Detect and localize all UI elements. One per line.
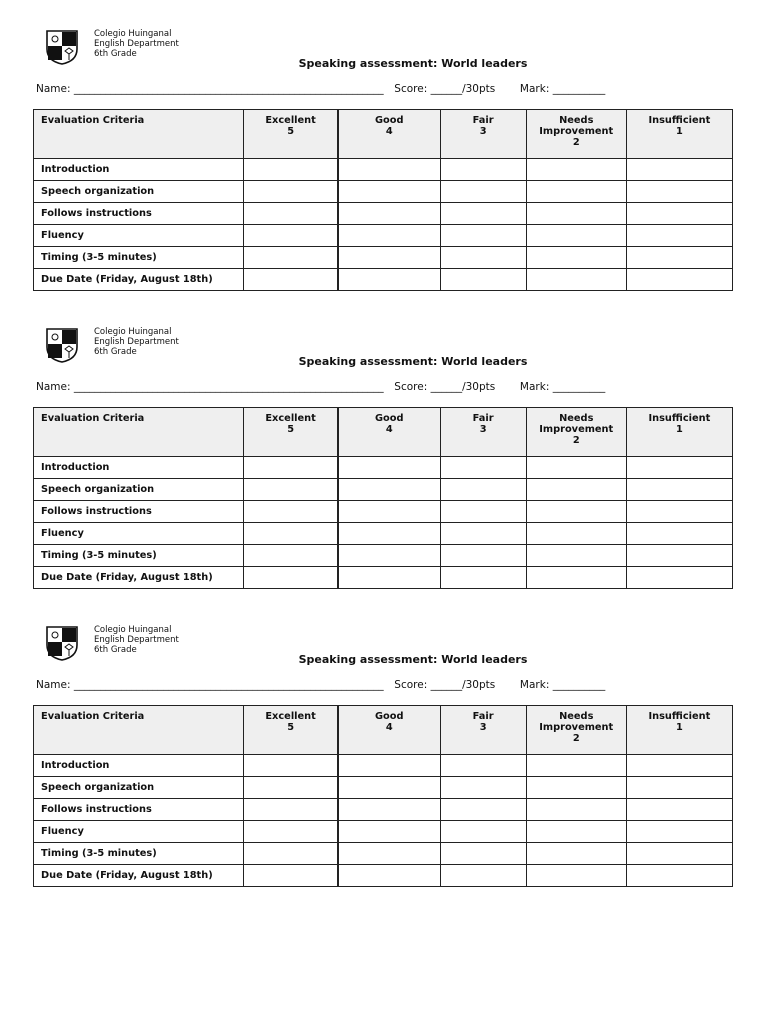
header-insufficient: Insufficient 1 (626, 110, 732, 159)
score-cell[interactable] (338, 501, 440, 523)
score-cell[interactable] (440, 225, 526, 247)
score-cell[interactable] (526, 545, 626, 567)
score-cell[interactable] (440, 545, 526, 567)
score-cell[interactable] (244, 799, 338, 821)
criterion-label: Speech organization (34, 777, 244, 799)
header-criteria: Evaluation Criteria (34, 408, 244, 457)
table-row (34, 479, 733, 501)
mark-field[interactable]: Mark: __________ (519, 381, 606, 393)
name-field[interactable]: Name: ___________________________________________________________ (36, 679, 384, 691)
score-field[interactable]: Score: ______/30pts (394, 83, 496, 95)
score-cell[interactable] (244, 247, 338, 269)
score-cell[interactable] (338, 269, 440, 291)
rubric-table (33, 109, 733, 291)
score-cell[interactable] (526, 269, 626, 291)
score-cell[interactable] (626, 159, 732, 181)
score-cell[interactable] (440, 181, 526, 203)
score-cell[interactable] (440, 865, 526, 887)
criterion-label: Follows instructions (34, 501, 244, 523)
criterion-label: Due Date (Friday, August 18th) (34, 865, 244, 887)
criterion-label: Fluency (34, 225, 244, 247)
score-cell[interactable] (626, 865, 732, 887)
grade: 6th Grade (94, 645, 137, 655)
score-cell[interactable] (338, 865, 440, 887)
rubric-sheet-3 (0, 625, 768, 923)
grade: 6th Grade (94, 347, 137, 357)
score-cell[interactable] (244, 203, 338, 225)
mark-field[interactable]: Mark: __________ (519, 679, 606, 691)
score-cell[interactable] (244, 843, 338, 865)
grade: 6th Grade (94, 49, 137, 59)
score-cell[interactable] (244, 159, 338, 181)
table-row (34, 821, 733, 843)
header-fair: Fair 3 (440, 110, 526, 159)
score-cell[interactable] (338, 523, 440, 545)
score-cell[interactable] (626, 269, 732, 291)
score-cell[interactable] (626, 523, 732, 545)
assessment-title: Speaking assessment: World leaders (298, 57, 528, 70)
score-cell[interactable] (338, 181, 440, 203)
score-cell[interactable] (626, 225, 732, 247)
score-cell[interactable] (338, 821, 440, 843)
rubric-sheet-2 (0, 327, 768, 625)
score-cell[interactable] (526, 501, 626, 523)
score-cell[interactable] (440, 247, 526, 269)
criterion-label: Timing (3-5 minutes) (34, 843, 244, 865)
header-fair: Fair 3 (440, 706, 526, 755)
name-field[interactable]: Name: ___________________________________________________________ (36, 83, 384, 95)
table-row (34, 225, 733, 247)
header-needs-improvement: Needs Improvement 2 (526, 110, 626, 159)
student-fields (36, 679, 605, 691)
header-insufficient: Insufficient 1 (626, 408, 732, 457)
criterion-label: Introduction (34, 457, 244, 479)
header-criteria: Evaluation Criteria (34, 706, 244, 755)
score-field[interactable]: Score: ______/30pts (394, 381, 496, 393)
department: English Department (94, 635, 179, 645)
score-cell[interactable] (244, 269, 338, 291)
score-cell[interactable] (526, 821, 626, 843)
score-cell[interactable] (626, 479, 732, 501)
score-cell[interactable] (526, 225, 626, 247)
score-cell[interactable] (626, 181, 732, 203)
table-row (34, 865, 733, 887)
school-name: Colegio Huinganal (94, 327, 172, 337)
score-cell[interactable] (626, 545, 732, 567)
department: English Department (94, 39, 179, 49)
score-cell[interactable] (440, 567, 526, 589)
score-cell[interactable] (440, 501, 526, 523)
student-fields (36, 381, 605, 393)
assessment-title: Speaking assessment: World leaders (298, 355, 528, 368)
score-cell[interactable] (626, 755, 732, 777)
criterion-label: Due Date (Friday, August 18th) (34, 269, 244, 291)
department: English Department (94, 337, 179, 347)
school-name: Colegio Huinganal (94, 625, 172, 635)
table-row (34, 843, 733, 865)
criterion-label: Introduction (34, 159, 244, 181)
score-cell[interactable] (626, 501, 732, 523)
score-cell[interactable] (338, 457, 440, 479)
rubric-table (33, 407, 733, 589)
criterion-label: Timing (3-5 minutes) (34, 545, 244, 567)
score-cell[interactable] (244, 755, 338, 777)
score-cell[interactable] (626, 457, 732, 479)
criterion-label: Fluency (34, 523, 244, 545)
header-excellent: Excellent 5 (244, 110, 338, 159)
score-cell[interactable] (526, 865, 626, 887)
score-cell[interactable] (440, 159, 526, 181)
score-cell[interactable] (526, 799, 626, 821)
header-excellent: Excellent 5 (244, 408, 338, 457)
rubric-header-row (34, 706, 733, 755)
table-row (34, 755, 733, 777)
score-cell[interactable] (526, 159, 626, 181)
table-row (34, 545, 733, 567)
table-row (34, 181, 733, 203)
score-cell[interactable] (244, 225, 338, 247)
criterion-label: Speech organization (34, 181, 244, 203)
criterion-label: Introduction (34, 755, 244, 777)
score-cell[interactable] (626, 247, 732, 269)
rubric-header-row (34, 408, 733, 457)
score-cell[interactable] (526, 777, 626, 799)
header-criteria: Evaluation Criteria (34, 110, 244, 159)
mark-field[interactable]: Mark: __________ (519, 83, 606, 95)
header-excellent: Excellent 5 (244, 706, 338, 755)
score-cell[interactable] (440, 457, 526, 479)
score-cell[interactable] (338, 545, 440, 567)
rubric-sheet-1 (0, 29, 768, 327)
score-cell[interactable] (244, 821, 338, 843)
table-row (34, 523, 733, 545)
student-fields (36, 83, 605, 95)
criterion-label: Follows instructions (34, 799, 244, 821)
score-cell[interactable] (244, 545, 338, 567)
score-cell[interactable] (440, 821, 526, 843)
score-cell[interactable] (244, 777, 338, 799)
score-cell[interactable] (338, 247, 440, 269)
score-cell[interactable] (626, 203, 732, 225)
score-field[interactable]: Score: ______/30pts (394, 679, 496, 691)
table-row (34, 269, 733, 291)
score-cell[interactable] (338, 777, 440, 799)
score-cell[interactable] (440, 799, 526, 821)
score-cell[interactable] (626, 567, 732, 589)
table-row (34, 203, 733, 225)
score-cell[interactable] (338, 799, 440, 821)
school-info (94, 29, 179, 59)
score-cell[interactable] (244, 457, 338, 479)
table-row (34, 501, 733, 523)
score-cell[interactable] (440, 777, 526, 799)
header-needs-improvement: Needs Improvement 2 (526, 706, 626, 755)
name-field[interactable]: Name: ___________________________________________________________ (36, 381, 384, 393)
score-cell[interactable] (526, 181, 626, 203)
rubric-header-row (34, 110, 733, 159)
table-row (34, 567, 733, 589)
table-row (34, 457, 733, 479)
header-good: Good 4 (338, 110, 440, 159)
table-row (34, 159, 733, 181)
score-cell[interactable] (244, 181, 338, 203)
score-cell[interactable] (526, 247, 626, 269)
score-cell[interactable] (626, 799, 732, 821)
score-cell[interactable] (338, 567, 440, 589)
score-cell[interactable] (440, 755, 526, 777)
school-info (94, 625, 179, 655)
criterion-label: Speech organization (34, 479, 244, 501)
score-cell[interactable] (626, 843, 732, 865)
score-cell[interactable] (526, 457, 626, 479)
criterion-label: Timing (3-5 minutes) (34, 247, 244, 269)
score-cell[interactable] (440, 203, 526, 225)
school-info (94, 327, 179, 357)
score-cell[interactable] (440, 269, 526, 291)
score-cell[interactable] (244, 501, 338, 523)
score-cell[interactable] (338, 225, 440, 247)
score-cell[interactable] (338, 479, 440, 501)
score-cell[interactable] (526, 843, 626, 865)
assessment-title: Speaking assessment: World leaders (298, 653, 528, 666)
score-cell[interactable] (244, 865, 338, 887)
score-cell[interactable] (244, 479, 338, 501)
score-cell[interactable] (244, 523, 338, 545)
score-cell[interactable] (626, 777, 732, 799)
score-cell[interactable] (338, 755, 440, 777)
criterion-label: Fluency (34, 821, 244, 843)
header-fair: Fair 3 (440, 408, 526, 457)
table-row (34, 247, 733, 269)
header-good: Good 4 (338, 408, 440, 457)
score-cell[interactable] (440, 523, 526, 545)
header-good: Good 4 (338, 706, 440, 755)
score-cell[interactable] (526, 479, 626, 501)
score-cell[interactable] (440, 479, 526, 501)
score-cell[interactable] (338, 203, 440, 225)
school-name: Colegio Huinganal (94, 29, 172, 39)
header-needs-improvement: Needs Improvement 2 (526, 408, 626, 457)
score-cell[interactable] (626, 821, 732, 843)
criterion-label: Follows instructions (34, 203, 244, 225)
score-cell[interactable] (526, 755, 626, 777)
score-cell[interactable] (526, 523, 626, 545)
score-cell[interactable] (338, 159, 440, 181)
rubric-table (33, 705, 733, 887)
criterion-label: Due Date (Friday, August 18th) (34, 567, 244, 589)
table-row (34, 799, 733, 821)
score-cell[interactable] (526, 567, 626, 589)
score-cell[interactable] (338, 843, 440, 865)
score-cell[interactable] (526, 203, 626, 225)
score-cell[interactable] (440, 843, 526, 865)
score-cell[interactable] (244, 567, 338, 589)
header-insufficient: Insufficient 1 (626, 706, 732, 755)
table-row (34, 777, 733, 799)
